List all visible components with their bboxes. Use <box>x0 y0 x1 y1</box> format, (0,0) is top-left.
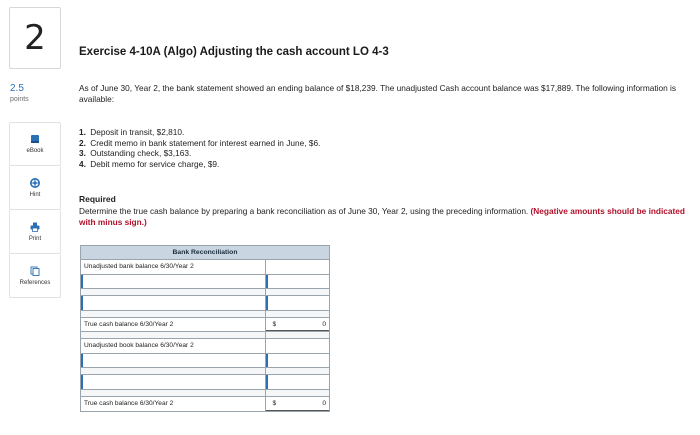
list-item-number: 3. <box>79 148 86 159</box>
spacer-cell <box>266 332 329 338</box>
points-display <box>10 83 29 105</box>
required-instruction: Determine the true cash balance by preparing a bank reconciliation as of June 30, Year 2, using the preceding information. <box>79 206 531 216</box>
points-label: points <box>10 96 29 103</box>
question-number: 2 <box>24 18 46 58</box>
list-item <box>79 159 320 170</box>
list-item <box>79 138 320 149</box>
spacer-cell <box>266 289 329 295</box>
ebook-label: eBook <box>26 148 44 154</box>
list-item-text: Deposit in transit, $2,810. <box>90 127 185 137</box>
hint-icon <box>30 178 40 188</box>
bank-adjustment-amount-input-2[interactable] <box>266 296 329 310</box>
spacer-cell <box>266 390 329 396</box>
required-heading: Required <box>79 194 116 204</box>
table-row-spacer <box>81 311 329 318</box>
list-item-text: Outstanding check, $3,163. <box>90 148 192 159</box>
table-row <box>81 375 329 390</box>
true-cash-balance-value: 0 <box>322 399 326 407</box>
table-header: Bank Reconciliation <box>81 246 329 260</box>
table-row <box>81 260 329 275</box>
unadjusted-bank-balance-amount <box>266 260 329 274</box>
unadjusted-book-balance-amount <box>266 339 329 353</box>
currency-symbol: $ <box>272 399 277 407</box>
list-item <box>79 127 320 138</box>
print-button[interactable] <box>9 210 61 254</box>
spacer-cell <box>266 311 329 317</box>
table-row <box>81 275 329 290</box>
hint-label: Hint <box>29 191 41 198</box>
list-item-text: Debit memo for service charge, $9. <box>90 158 220 169</box>
table-row <box>81 318 329 333</box>
true-cash-balance-amount <box>266 397 329 412</box>
references-label: References <box>19 279 51 286</box>
exercise-intro: As of June 30, Year 2, the bank statement showed an ending balance of $18,239. The unadjusted Cash account balance was $17,889. The following information is available: <box>79 83 677 104</box>
table-row-spacer <box>81 289 329 296</box>
true-cash-balance-label: True cash balance 6/30/Year 2 <box>81 397 266 412</box>
true-cash-balance-value: 0 <box>322 320 326 328</box>
list-item <box>79 148 320 159</box>
table-row-spacer <box>81 368 329 375</box>
currency-symbol: $ <box>272 320 277 328</box>
hint-button[interactable] <box>9 166 61 210</box>
tools-sidebar <box>9 122 61 298</box>
spacer-cell <box>81 332 266 338</box>
question-number-box <box>9 7 61 69</box>
table-row-spacer <box>81 332 329 339</box>
spacer-cell <box>81 311 266 317</box>
points-value: 2.5 <box>10 83 24 94</box>
list-item-text: Credit memo in bank statement for interest earned in June, $6. <box>90 137 321 148</box>
list-item-number: 1. <box>79 127 86 137</box>
spacer-cell <box>81 289 266 295</box>
required-text <box>79 206 689 228</box>
spacer-cell <box>81 390 266 396</box>
bank-adjustment-description-input-2[interactable] <box>81 296 266 310</box>
bank-adjustment-amount-input-1[interactable] <box>266 275 329 289</box>
table-row-spacer <box>81 390 329 397</box>
print-label: Print <box>28 235 42 242</box>
exercise-title: Exercise 4-10A (Algo) Adjusting the cash account LO 4-3 <box>79 46 389 58</box>
list-item-number: 4. <box>79 158 86 169</box>
spacer-cell <box>81 368 266 374</box>
table-row <box>81 354 329 369</box>
bank-adjustment-description-input-1[interactable] <box>81 275 266 289</box>
references-icon <box>30 266 40 276</box>
unadjusted-bank-balance-label: Unadjusted bank balance 6/30/Year 2 <box>81 260 266 274</box>
spacer-cell <box>266 368 329 374</box>
book-adjustment-amount-input-1[interactable] <box>266 354 329 368</box>
true-cash-balance-amount <box>266 318 329 332</box>
book-adjustment-description-input-1[interactable] <box>81 354 266 368</box>
table-row <box>81 296 329 311</box>
required-note: (Negative amounts should be indicated with minus sign.) <box>79 206 685 227</box>
info-list <box>79 127 320 169</box>
table-row <box>81 339 329 354</box>
print-icon <box>30 222 40 232</box>
bank-reconciliation-table <box>80 245 330 412</box>
table-row <box>81 397 329 412</box>
list-item-number: 2. <box>79 137 86 148</box>
references-button[interactable] <box>9 254 61 298</box>
unadjusted-book-balance-label: Unadjusted book balance 6/30/Year 2 <box>81 339 266 353</box>
ebook-icon <box>30 134 40 144</box>
ebook-button[interactable] <box>9 122 61 166</box>
book-adjustment-description-input-2[interactable] <box>81 375 266 389</box>
book-adjustment-amount-input-2[interactable] <box>266 375 329 389</box>
true-cash-balance-label: True cash balance 6/30/Year 2 <box>81 318 266 332</box>
